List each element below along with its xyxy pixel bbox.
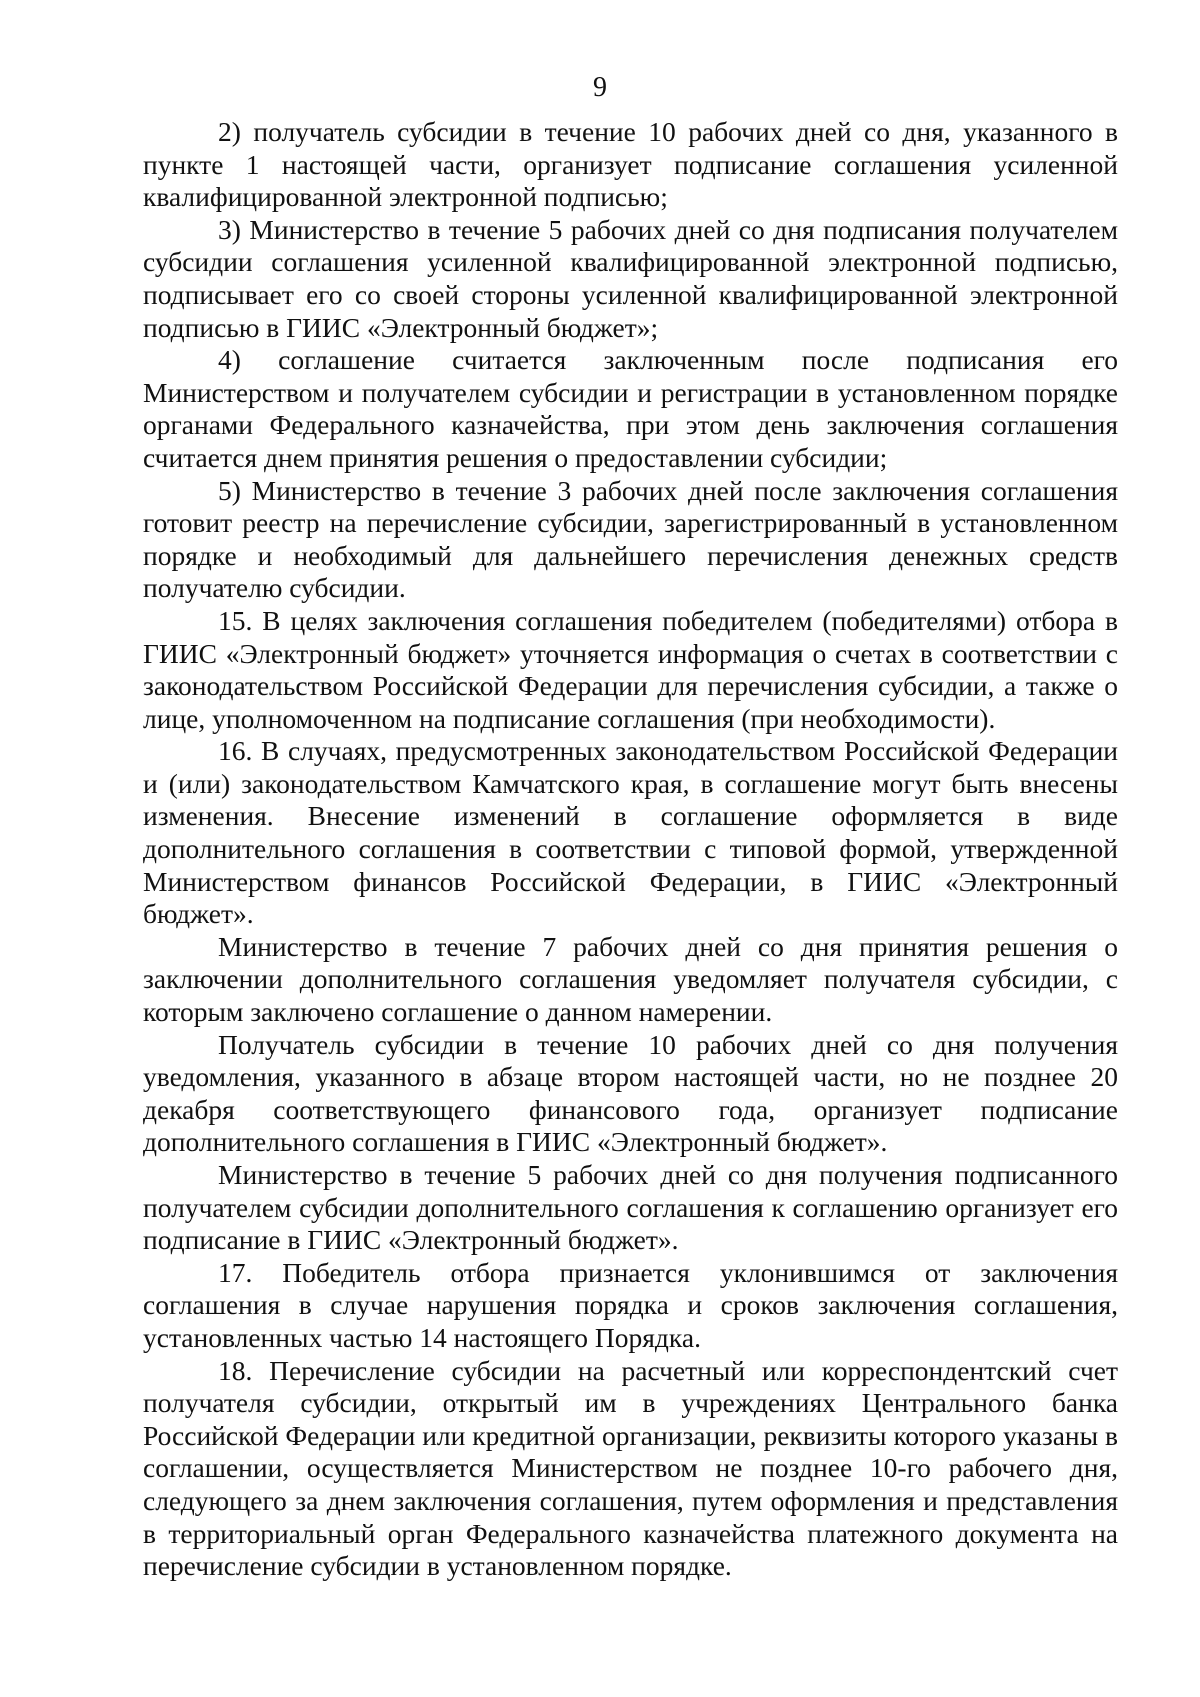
paragraph-clause-16-ministry: Министерство в течение 5 рабочих дней со дня получения подписанного получателем субсидии дополнительного соглашения к соглашению организует его подписание в ГИИС «Электронный бюджет». (143, 1159, 1118, 1256)
paragraph-item-2: 2) получатель субсидии в течение 10 рабочих дней со дня, указанного в пункте 1 настоящей части, организует подписание соглашения усиленной квалифицированной электронной подписью; (143, 116, 1118, 213)
paragraph-clause-15: 15. В целях заключения соглашения победителем (победителями) отбора в ГИИС «Электронный бюджет» уточняется информация о счетах в соответствии с законодательством Российской Федерации для перечисления субсидии, а также о лице, уполномоченном на подписание соглашения (при необходимости). (143, 604, 1118, 734)
paragraph-clause-18: 18. Перечисление субсидии на расчетный или корреспондентский счет получателя субсидии, открытый им в учреждениях Центрального банка Российской Федерации или кредитной организации, реквизиты которого указаны в соглашении, осуществляется Министерством не позднее 10-го рабочего дня, следующего за днем заключения соглашения, путем оформления и представления в территориальный орган Федерального казначейства платежного документа на перечисление субсидии в установленном порядке. (143, 1354, 1118, 1582)
document-body (143, 116, 1118, 1583)
paragraph-clause-16-notice: Министерство в течение 7 рабочих дней со дня принятия решения о заключении дополнительного соглашения уведомляет получателя субсидии, с которым заключено соглашение о данном намерении. (143, 930, 1118, 1028)
paragraph-clause-16-recipient: Получатель субсидии в течение 10 рабочих дней со дня получения уведомления, указанного в абзаце втором настоящей части, но не позднее 20 декабря соответствующего финансового года, организует подписание дополнительного соглашения в ГИИС «Электронный бюджет». (143, 1028, 1118, 1158)
paragraph-item-3: 3) Министерство в течение 5 рабочих дней со дня подписания получателем субсидии соглашения усиленной квалифицированной электронной подписью, подписывает его со своей стороны усиленной квалифицированной электронной подписью в ГИИС «Электронный бюджет»; (143, 213, 1118, 343)
paragraph-clause-17: 17. Победитель отбора признается уклонившимся от заключения соглашения в случае нарушения порядка и сроков заключения соглашения, установленных частью 14 настоящего Порядка. (143, 1256, 1118, 1353)
paragraph-item-4: 4) соглашение считается заключенным после подписания его Министерством и получателем субсидии и регистрации в установленном порядке органами Федерального казначейства, при этом день заключения соглашения считается днем принятия решения о предоставлении субсидии; (143, 344, 1118, 473)
paragraph-clause-16: 16. В случаях, предусмотренных законодательством Российской Федерации и (или) законодательством Камчатского края, в соглашение могут быть внесены изменения. Внесение изменений в соглашение оформляется в виде дополнительного соглашения в соответствии с типовой формой, утвержденной Министерством финансов Российской Федерации, в ГИИС «Электронный бюджет». (143, 735, 1118, 930)
paragraph-item-5: 5) Министерство в течение 3 рабочих дней после заключения соглашения готовит реестр на перечисление субсидии, зарегистрированный в установленном порядке и необходимый для дальнейшего перечисления денежных средств получателю субсидии. (143, 474, 1118, 604)
page-number: 9 (593, 72, 607, 103)
